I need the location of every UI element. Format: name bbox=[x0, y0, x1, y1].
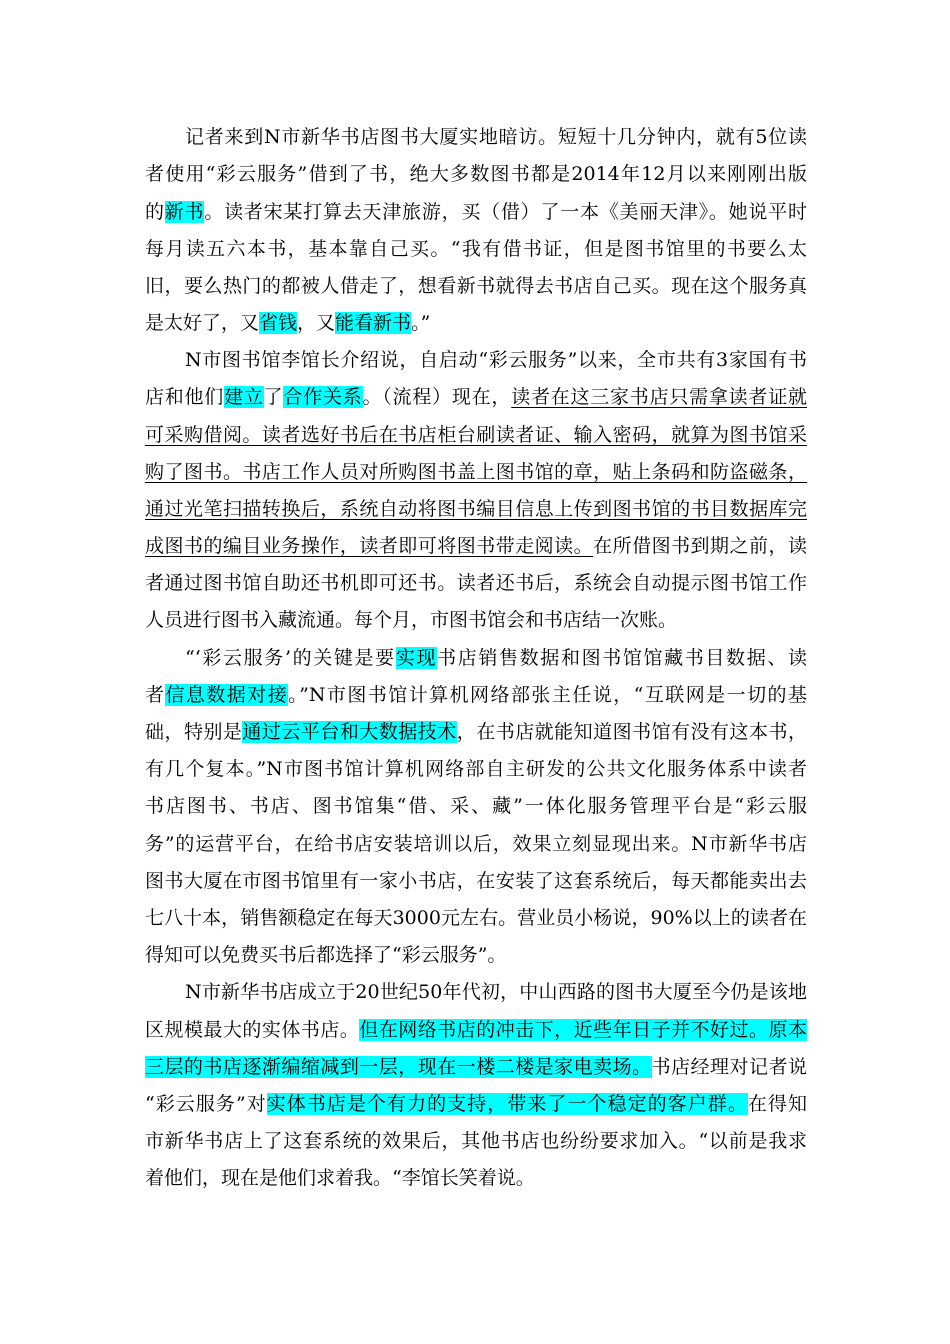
text-line bbox=[145, 1050, 807, 1084]
text-run: 者 bbox=[145, 684, 166, 706]
highlighted-text: 合作关系 bbox=[283, 386, 363, 408]
highlighted-text: 实现 bbox=[395, 647, 438, 669]
text-line bbox=[185, 641, 807, 675]
text-run: N市新华书店成立于20世纪50年代初，中山西路的图书大厦至今仍是该地 bbox=[185, 981, 807, 1003]
underlined-text: 读者在这三家书店只需拿读者证就 bbox=[511, 386, 807, 408]
text-run: 有几个复本。”N市图书馆计算机网络部自主研发的公共文化服务体系中读者 bbox=[145, 758, 807, 780]
text-run: 人员进行图书入藏流通。每个月，市图书馆会和书店结一次账。 bbox=[145, 609, 678, 631]
text-run: 书店图书、书店、图书馆集“借、采、藏”一体化服务管理平台是“彩云服 bbox=[145, 795, 807, 817]
text-run: “‘彩云服务’的关键是要 bbox=[185, 647, 396, 669]
text-line bbox=[145, 1161, 807, 1195]
text-run: 得知可以免费买书后都选择了“彩云服务”。 bbox=[145, 944, 507, 966]
text-run: 旧，要么热门的都被人借走了，想看新书就得去书店自己买。现在这个服务真 bbox=[145, 275, 807, 297]
underlined-text: 成图书的编目业务操作，读者即可将图书带走阅读。 bbox=[145, 535, 594, 557]
text-line bbox=[145, 529, 807, 563]
highlighted-text: 三层的书店逐渐编缩减到一层，现在一楼二楼是家电卖场。 bbox=[145, 1056, 652, 1078]
text-line bbox=[145, 269, 807, 303]
text-run: 务”的运营平台，在给书店安装培训以后，效果立刻显现出来。N市新华书店 bbox=[145, 833, 807, 855]
highlighted-text: 能看新书 bbox=[335, 312, 412, 334]
highlighted-text: 但在网络书店的冲击下，近些年日子并不好过。原本 bbox=[359, 1019, 807, 1041]
text-run: 是太好了，又 bbox=[145, 312, 260, 334]
text-line bbox=[145, 827, 807, 861]
text-line bbox=[145, 418, 807, 452]
text-line bbox=[145, 492, 807, 526]
text-run: 了 bbox=[263, 386, 284, 408]
text-line bbox=[145, 1013, 807, 1047]
text-line bbox=[145, 380, 807, 414]
text-line bbox=[145, 752, 807, 786]
underlined-text: 通过光笔扫描转换后，系统自动将图书编目信息上传到图书馆的书目数据库完 bbox=[145, 498, 807, 520]
text-run: ，在书店就能知道图书馆有没有这本书， bbox=[456, 721, 807, 743]
text-run: 。” bbox=[411, 312, 431, 334]
text-run: ，又 bbox=[297, 312, 336, 334]
text-line bbox=[145, 306, 807, 340]
text-run: 。”N市图书馆计算机网络部张主任说，“互联网是一切的基 bbox=[288, 684, 807, 706]
underlined-text: 可采购借阅。读者选好书后在书店柜台刷读者证、输入密码，就算为图书馆采 bbox=[145, 424, 807, 446]
highlighted-text: 实体书店是个有力的支持，带来了一个稳定的客户群。 bbox=[266, 1093, 748, 1115]
text-run: 。读者宋某打算去天津旅游，买（借）了一本《美丽天津》。她说平时 bbox=[204, 201, 807, 223]
text-line bbox=[145, 715, 807, 749]
text-run: 七八十本，销售额稳定在每天3000元左右。营业员小杨说，90%以上的读者在 bbox=[145, 907, 807, 929]
text-line bbox=[145, 938, 807, 972]
highlighted-text: 建立 bbox=[224, 386, 264, 408]
text-line bbox=[145, 1087, 807, 1121]
text-line bbox=[145, 195, 807, 229]
text-line bbox=[145, 1124, 807, 1158]
text-run: 市新华书店上了这套系统的效果后，其他书店也纷纷要求加入。“以前是我求 bbox=[145, 1130, 807, 1152]
text-run: 者通过图书馆自助还书机即可还书。读者还书后，系统会自动提示图书馆工作 bbox=[145, 572, 807, 594]
text-run: 每月读五六本书，基本靠自己买。“我有借书证，但是图书馆里的书要么太 bbox=[145, 238, 807, 260]
highlighted-text: 新书 bbox=[164, 201, 205, 223]
text-line bbox=[145, 455, 807, 489]
text-run: 在所借图书到期之前，读 bbox=[593, 535, 807, 557]
text-run: 础，特别是 bbox=[145, 721, 243, 743]
text-line bbox=[185, 120, 807, 154]
underlined-text: 购了图书。书店工作人员对所购图书盖上图书馆的章，贴上条码和防盗磁条， bbox=[145, 461, 807, 483]
text-line bbox=[145, 901, 807, 935]
text-line bbox=[145, 789, 807, 823]
text-line bbox=[145, 864, 807, 898]
text-run: “彩云服务”对 bbox=[145, 1093, 267, 1115]
text-run: 在得知 bbox=[747, 1093, 807, 1115]
text-run: 记者来到N市新华书店图书大厦实地暗访。短短十几分钟内，就有5位读 bbox=[185, 126, 807, 148]
text-run: 书店经理对记者说 bbox=[651, 1056, 807, 1078]
text-line bbox=[145, 157, 807, 191]
text-line bbox=[185, 975, 807, 1009]
text-line bbox=[145, 603, 807, 637]
highlighted-text: 省钱 bbox=[259, 312, 298, 334]
text-run: N市图书馆李馆长介绍说，自启动“彩云服务”以来，全市共有3家国有书 bbox=[185, 349, 807, 371]
text-run: 店和他们 bbox=[145, 386, 225, 408]
text-run: 书店销售数据和图书馆馆藏书目数据、读 bbox=[437, 647, 807, 669]
text-run: 者使用“彩云服务”借到了书，绝大多数图书都是2014年12月以来刚刚出版 bbox=[145, 163, 807, 185]
text-line bbox=[145, 678, 807, 712]
text-line bbox=[145, 232, 807, 266]
text-run: 着他们，现在是他们求着我。“李馆长笑着说。 bbox=[145, 1167, 535, 1189]
text-run: 的 bbox=[145, 201, 165, 223]
highlighted-text: 通过云平台和大数据技术 bbox=[242, 721, 457, 743]
text-run: 。（流程）现在， bbox=[362, 386, 512, 408]
text-run: 区规模最大的实体书店。 bbox=[145, 1019, 360, 1041]
text-line bbox=[185, 343, 807, 377]
text-line bbox=[145, 566, 807, 600]
highlighted-text: 信息数据对接 bbox=[165, 684, 289, 706]
text-run: 图书大厦在市图书馆里有一家小书店，在安装了这套系统后，每天都能卖出去 bbox=[145, 870, 807, 892]
